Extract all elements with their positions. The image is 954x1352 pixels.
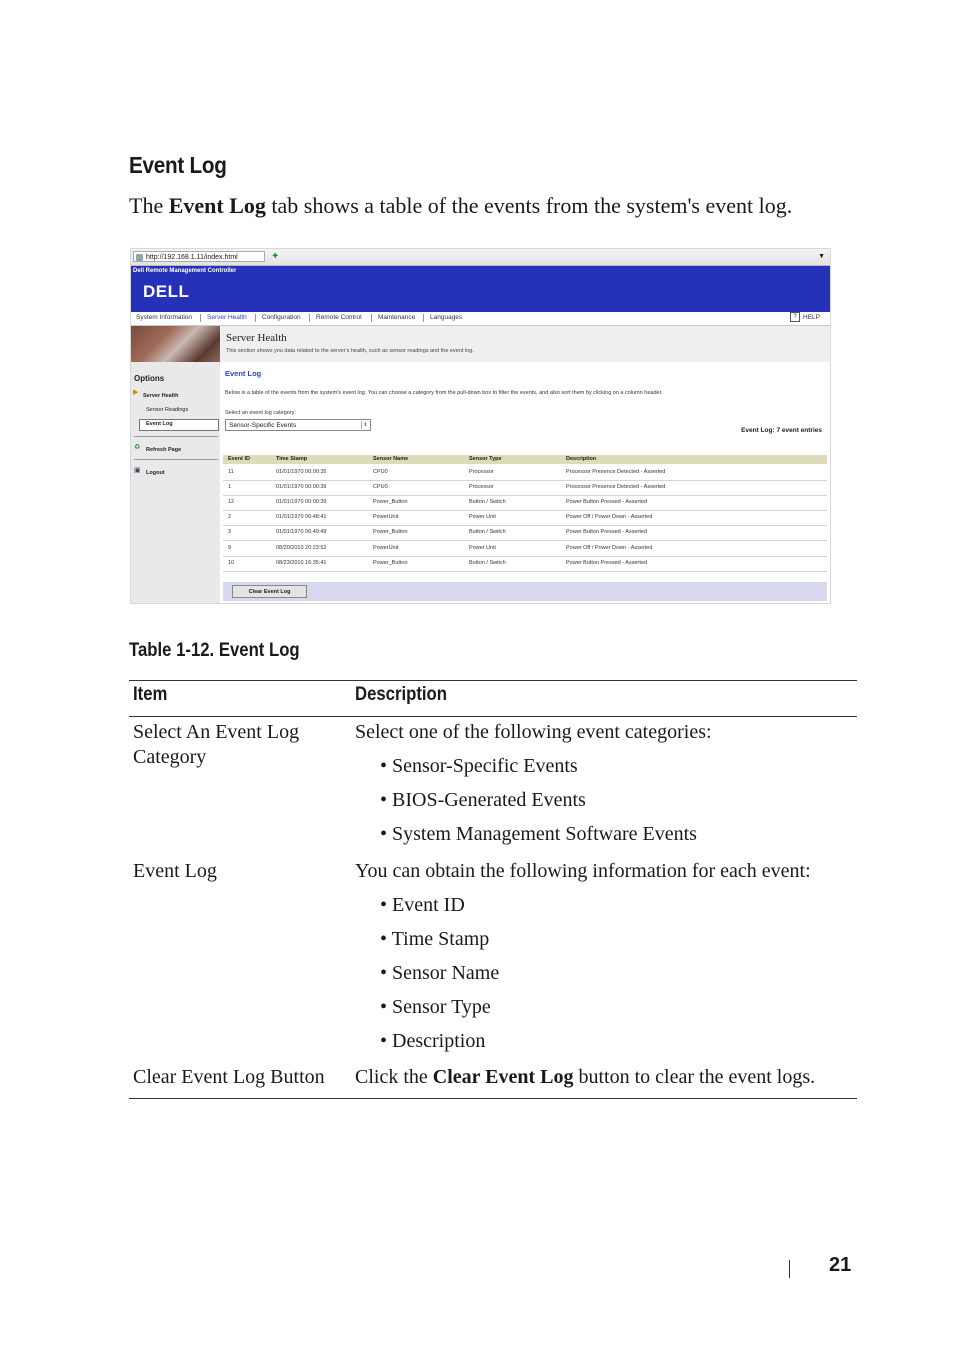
table-row (223, 480, 827, 496)
log-table-header (223, 455, 827, 464)
tab-configuration[interactable]: Configuration (262, 314, 301, 321)
table-row (223, 556, 827, 572)
tab-remote-control[interactable]: Remote Control (316, 314, 362, 321)
row1-description: Select one of the following event categories: (355, 721, 712, 743)
event-log-description: Below is a table of the events from the system's event log. You can choose a category from the pull-down box to filter the events, and also sort them by clicking on a column header. (225, 390, 663, 396)
category-select[interactable]: Sensor-Specific Events ⇕ (225, 419, 371, 431)
entry-count: Event Log: 7 event entries (741, 427, 822, 434)
logout-icon: ▣ (134, 467, 141, 474)
row3-item: Clear Event Log Button (133, 1066, 325, 1088)
table-cell: 9 (228, 544, 232, 551)
page-number: 21 (829, 1254, 852, 1276)
list-item: • BIOS-Generated Events (380, 789, 586, 811)
page-separator (789, 1260, 790, 1278)
list-item: • Sensor Type (380, 996, 491, 1018)
table-cell: 10 (228, 559, 235, 566)
tab-system-information[interactable]: System Information (136, 314, 192, 321)
sidebar-item-server-health[interactable]: Server Health (143, 393, 179, 399)
select-arrow-icon: ⇕ (361, 421, 369, 429)
browser-address-bar (131, 249, 830, 266)
list-item: • Description (380, 1030, 486, 1052)
page-title: Server Health (226, 332, 287, 344)
table-bottom-rule (129, 1098, 857, 1099)
table-cell: 3 (228, 529, 232, 536)
sidebar-item-event-log[interactable]: Event Log (146, 421, 173, 427)
table-cell: Power Button Pressed - Asserted (566, 499, 648, 506)
event-log-title: Event Log (225, 369, 262, 378)
list-item: • Sensor-Specific Events (380, 755, 578, 777)
table-cell: Power_Button (373, 559, 408, 566)
list-item: • System Management Software Events (380, 823, 697, 845)
table-cell: 08/20/2010 20:23:52 (276, 544, 327, 551)
clear-bar (223, 582, 827, 601)
list-item: • Event ID (380, 894, 465, 916)
list-item: • Sensor Name (380, 962, 500, 984)
options-sidebar (131, 362, 220, 603)
row2-description: You can obtain the following information for each event: (355, 860, 811, 882)
table-row (223, 510, 827, 526)
table-row (223, 495, 827, 511)
table-row (223, 525, 827, 541)
table-cell: Power_Button (373, 499, 408, 506)
dell-banner (131, 266, 830, 312)
table-header-rule (129, 716, 857, 717)
table-cell: 1 (228, 484, 232, 491)
table-cell: 01/01/1970 00:00:39 (276, 484, 327, 491)
help-icon: ? (790, 312, 800, 322)
tab-languages[interactable]: Languages (430, 314, 463, 321)
sidebar-item-sensor-readings[interactable]: Sensor Readings (146, 407, 189, 413)
col-sensor-type[interactable]: Sensor Type (469, 456, 502, 462)
go-arrow-icon[interactable]: ✦ (271, 251, 280, 262)
table-cell: Button / Switch (469, 559, 506, 566)
options-label: Options (134, 374, 165, 383)
row2-item: Event Log (133, 860, 217, 882)
header-description: Description (355, 684, 447, 705)
dell-logo: DELL (143, 282, 190, 301)
list-item: • Time Stamp (380, 928, 490, 950)
tab-server-health[interactable]: Server Health (207, 314, 247, 321)
col-description[interactable]: Description (566, 456, 597, 462)
table-cell: Processor Presence Detected - Asserted (566, 469, 666, 475)
server-photo (131, 326, 220, 362)
table-cell: Power_Button (373, 529, 408, 536)
dropdown-arrow-icon[interactable]: ▼ (818, 253, 825, 260)
table-cell: CPU0 (373, 469, 388, 475)
table-cell: CPU0 (373, 484, 388, 491)
sidebar-item-refresh-page[interactable]: Refresh Page (146, 447, 182, 453)
table-top-rule (129, 680, 857, 681)
page-description: This section shows you data related to the server's health, such as sensor readings and the event log. (226, 348, 474, 354)
section-heading: Event Log (129, 152, 227, 178)
table-cell: Button / Switch (469, 529, 506, 536)
table-row (223, 465, 827, 481)
intro-paragraph: The Event Log tab shows a table of the events from the system's event log. (129, 193, 793, 218)
table-cell: PowerUnit (373, 544, 399, 551)
table-cell: Power Button Pressed - Asserted (566, 529, 648, 536)
table-cell: 2 (228, 514, 232, 521)
table-cell: 08/23/2010 16:35:41 (276, 559, 327, 566)
table-cell: Processor Presence Detected - Asserted (566, 484, 666, 491)
table-cell: Power Off / Power Down - Asserted (566, 544, 653, 551)
table-row (223, 541, 827, 557)
table-cell: Power Off / Power Down - Asserted (566, 514, 653, 521)
category-label: Select an event log category: (225, 410, 296, 416)
main-content (220, 362, 830, 603)
banner-title: Dell Remote Management Controller (133, 268, 237, 274)
clear-event-log-button[interactable]: Clear Event Log (232, 585, 307, 598)
table-cell: PowerUnit (373, 514, 399, 521)
page-icon (136, 254, 143, 261)
table-cell: 01/01/1970 06:48:41 (276, 514, 327, 521)
refresh-icon: ♻ (134, 444, 141, 451)
row1-item: Select An Event Log (133, 721, 300, 743)
table-caption: Table 1-12. Event Log (129, 640, 300, 661)
arrow-icon: ▶ (133, 389, 139, 396)
address-field[interactable]: http://192.168.1.11/index.html (133, 251, 265, 262)
col-time-stamp[interactable]: Time Stamp (276, 456, 308, 462)
col-event-id[interactable]: Event ID (228, 456, 251, 462)
row3-description: Click the Clear Event Log button to clear the event logs. (355, 1066, 816, 1088)
table-cell: Processor (469, 469, 494, 475)
col-sensor-name[interactable]: Sensor Name (373, 456, 409, 462)
table-cell: 11 (228, 469, 234, 475)
header-item: Item (133, 684, 168, 705)
table-cell: 01/01/1970 00:00:39 (276, 499, 327, 506)
table-cell: 01/01/1970 06:49:49 (276, 529, 327, 536)
table-cell: Button / Switch (469, 499, 506, 506)
event-log-screenshot (130, 248, 831, 604)
table-cell: Power Button Pressed - Asserted (566, 559, 648, 566)
table-cell: 01/01/1970 00:00:35 (276, 469, 327, 475)
page-header (220, 326, 830, 362)
tab-maintenance[interactable]: Maintenance (378, 314, 416, 321)
table-cell: Processor (469, 484, 494, 491)
help-link[interactable]: ? HELP (790, 312, 820, 324)
sidebar-item-logout[interactable]: Logout (146, 470, 165, 476)
table-cell: Power Unit (469, 514, 496, 521)
table-cell: Power Unit (469, 544, 496, 551)
row1-item-cont: Category (133, 746, 207, 768)
table-cell: 12 (228, 499, 235, 506)
tab-bar (131, 312, 830, 326)
